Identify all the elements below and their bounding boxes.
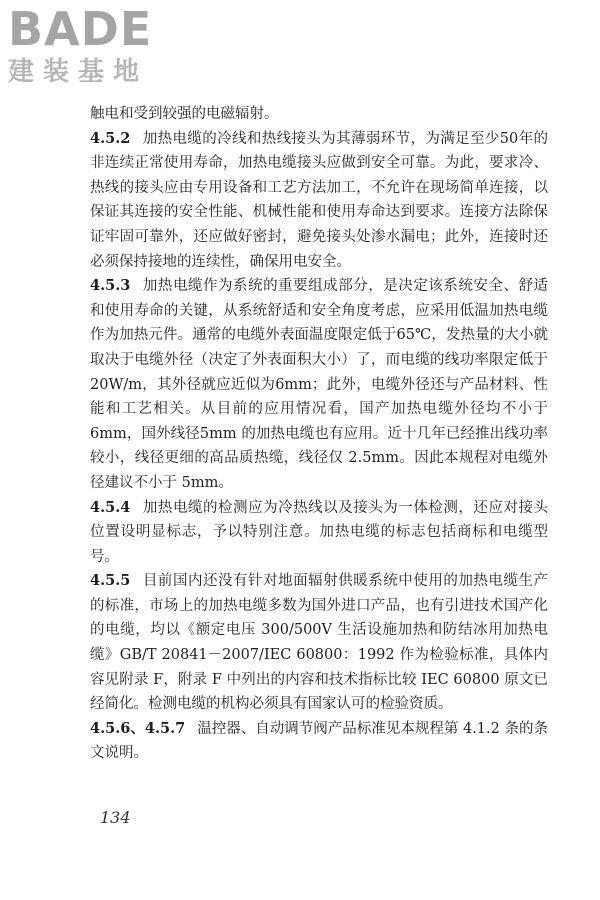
clause-4-5-6-4-5-7 [90, 717, 548, 766]
clause-4-5-3 [90, 274, 548, 495]
clause-number: 4.5.5 [90, 572, 131, 590]
paragraph-text: 触电和受到较强的电磁辐射。 [90, 106, 279, 122]
logo-subtitle: 建装基地 [8, 57, 149, 87]
clause-number: 4.5.2 [90, 129, 131, 147]
clause-4-5-2 [90, 127, 548, 275]
clause-4-5-5 [90, 569, 548, 717]
publisher-logo [8, 2, 153, 87]
clause-number: 4.5.3 [90, 277, 131, 295]
paragraph-continuation [90, 102, 548, 127]
clause-text: 温控器、自动调节阀产品标准见本规程第 4.1.2 条的条文说明。 [90, 720, 548, 762]
clause-text: 加热电缆作为系统的重要组成部分，是决定该系统安全、舒适和使用寿命的关键，从系统舒适和安全角度考虑，应采用低温加热电缆作为加热元件。通常的电缆外表面温度限定低于65℃，发热量的大小就取决于电缆外径（决定了外表面积大小）了，而电缆的线功率限定低于 20W/m，其外径就应近似为6mm；此外，电缆外径还与产品材料、性能和工艺相关。从目前的应用情况看，国产加热电缆外径均不小于 6mm，国外线径5mm 的加热电缆也有应用。近十几年已经推出线功率较小，线径更细的高品质热缆，线径仅 2.5mm。因此本规程对电缆外径建议不小于 5mm。 [90, 278, 548, 491]
clause-number: 4.5.4 [90, 498, 131, 516]
clause-4-5-4 [90, 496, 548, 570]
logo-wordmark: BADE [8, 2, 153, 56]
page-body [90, 102, 548, 766]
clause-number: 4.5.6、4.5.7 [90, 719, 186, 737]
clause-text: 加热电缆的冷线和热线接头为其薄弱环节，为满足至少50年的非连续正常使用寿命，加热电缆接头应做到安全可靠。为此，要求冷、热线的接头应由专用设备和工艺方法加工，不允许在现场简单连接，以保证其连接的安全性能、机械性能和使用寿命达到要求。连接方法除保证牢固可靠外，还应做好密封，避免接头处渗水漏电；此外，连接时还必须保持接地的连续性，确保用电安全。 [90, 130, 548, 270]
clause-text: 加热电缆的检测应为冷热线以及接头为一体检测，还应对接头位置设明显标志，予以特别注意。加热电缆的标志包括商标和电缆型号。 [90, 499, 548, 565]
clause-text: 目前国内还没有针对地面辐射供暖系统中使用的加热电缆生产的标准，市场上的加热电缆多数为国外进口产品，也有引进技术国产化的电缆，均以《额定电压 300/500V 生活设施加热和防结冰用加热电缆》GB/T 20841－2007/IEC 60800：1992 作为检验标准，具体内容见附录 F，附录 F 中列出的内容和技术指标比较 IEC 60800 原文已经简化。检测电缆的机构必须具有国家认可的检验资质。 [90, 573, 548, 713]
page-number: 134 [100, 808, 131, 827]
